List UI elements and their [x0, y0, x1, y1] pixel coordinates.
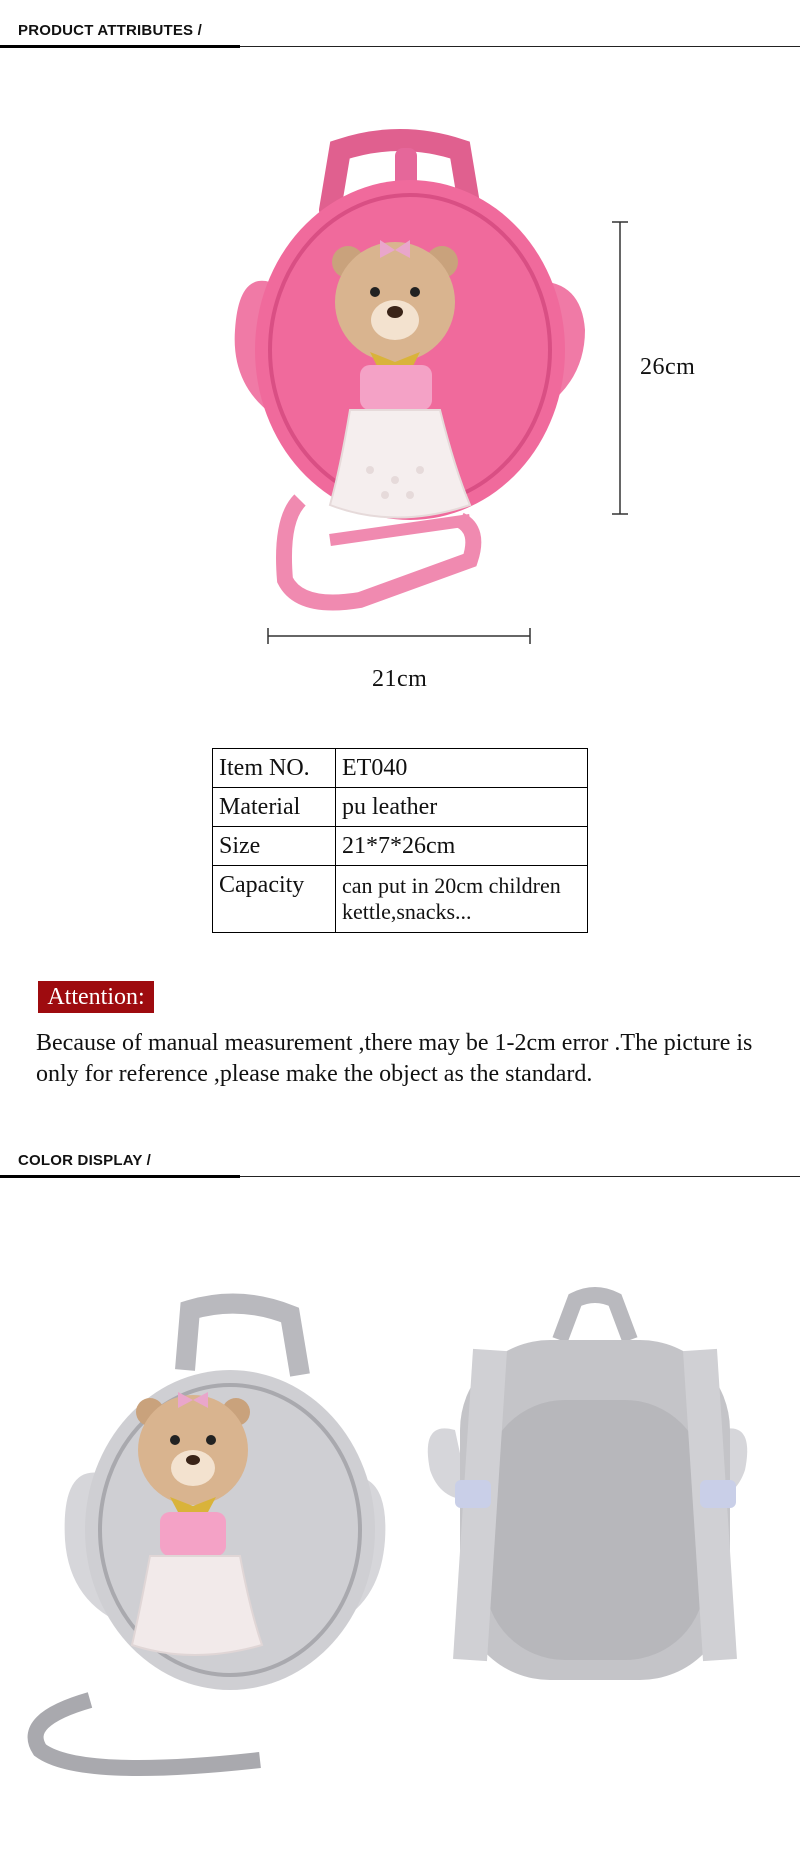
- size-value: 21*7*26cm: [336, 827, 588, 866]
- table-row: [213, 827, 588, 866]
- color-display-header: [0, 1130, 800, 1178]
- table-row: [213, 749, 588, 788]
- silver-backpack-image: [0, 1280, 800, 1864]
- capacity-value-line2: kettle,snacks...: [342, 899, 472, 924]
- table-row: [213, 866, 588, 933]
- capacity-label: Capacity: [213, 866, 336, 933]
- header-underline: [0, 1175, 240, 1178]
- attention-text: Because of manual measurement ,there may be 1-2cm error .The picture is only for reference ,please make the object as the standard.: [36, 1030, 753, 1087]
- material-value: pu leather: [336, 788, 588, 827]
- item-no-label: Item NO.: [213, 749, 336, 788]
- size-label: Size: [213, 827, 336, 866]
- table-row: [213, 788, 588, 827]
- color-display-title: COLOR DISPLAY /: [18, 1152, 152, 1169]
- capacity-value: [336, 866, 588, 933]
- product-attributes-title: PRODUCT ATTRIBUTES /: [18, 22, 202, 39]
- height-dimension-label: 26cm: [640, 354, 696, 380]
- material-label: Material: [213, 788, 336, 827]
- item-no-value: ET040: [336, 749, 588, 788]
- capacity-value-line1: can put in 20cm children: [342, 873, 561, 898]
- width-dimension-label: 21cm: [372, 666, 428, 692]
- attention-badge: Attention:: [38, 981, 154, 1013]
- attributes-table: [212, 748, 588, 933]
